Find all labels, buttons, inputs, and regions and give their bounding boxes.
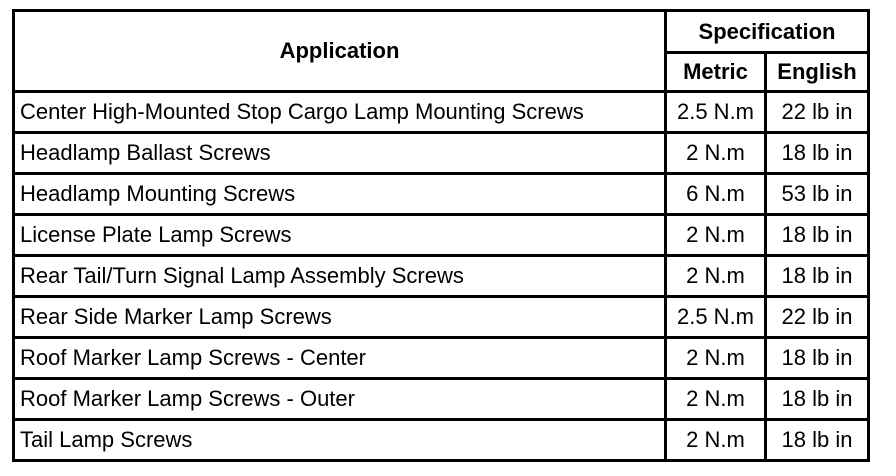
- application-cell: Roof Marker Lamp Screws - Center: [14, 338, 666, 379]
- application-cell: Headlamp Mounting Screws: [14, 174, 666, 215]
- application-cell: License Plate Lamp Screws: [14, 215, 666, 256]
- metric-cell: 2.5 N.m: [666, 92, 766, 133]
- table-row: [14, 420, 869, 461]
- application-cell: Headlamp Ballast Screws: [14, 133, 666, 174]
- metric-cell: 2 N.m: [666, 379, 766, 420]
- metric-cell: 2 N.m: [666, 215, 766, 256]
- table-row: [14, 379, 869, 420]
- english-cell: 18 lb in: [766, 420, 869, 461]
- english-cell: 22 lb in: [766, 92, 869, 133]
- application-cell: Roof Marker Lamp Screws - Outer: [14, 379, 666, 420]
- table-row: [14, 338, 869, 379]
- table-header: [14, 11, 869, 92]
- english-cell: 18 lb in: [766, 215, 869, 256]
- header-english: English: [766, 53, 869, 92]
- metric-cell: 2 N.m: [666, 338, 766, 379]
- table-row: [14, 174, 869, 215]
- application-cell: Rear Side Marker Lamp Screws: [14, 297, 666, 338]
- english-cell: 18 lb in: [766, 379, 869, 420]
- header-application: Application: [14, 11, 666, 92]
- english-cell: 22 lb in: [766, 297, 869, 338]
- metric-cell: 2 N.m: [666, 420, 766, 461]
- metric-cell: 6 N.m: [666, 174, 766, 215]
- header-specification: Specification: [666, 11, 869, 53]
- application-cell: Rear Tail/Turn Signal Lamp Assembly Screws: [14, 256, 666, 297]
- header-row-top: [14, 11, 869, 53]
- metric-cell: 2.5 N.m: [666, 297, 766, 338]
- english-cell: 53 lb in: [766, 174, 869, 215]
- table-row: [14, 256, 869, 297]
- application-cell: Center High-Mounted Stop Cargo Lamp Mounting Screws: [14, 92, 666, 133]
- english-cell: 18 lb in: [766, 133, 869, 174]
- fastener-spec-table: [12, 9, 870, 462]
- table-body: [14, 92, 869, 461]
- header-metric: Metric: [666, 53, 766, 92]
- table-row: [14, 215, 869, 256]
- english-cell: 18 lb in: [766, 256, 869, 297]
- table-row: [14, 92, 869, 133]
- table-row: [14, 133, 869, 174]
- table-row: [14, 297, 869, 338]
- application-cell: Tail Lamp Screws: [14, 420, 666, 461]
- english-cell: 18 lb in: [766, 338, 869, 379]
- metric-cell: 2 N.m: [666, 133, 766, 174]
- metric-cell: 2 N.m: [666, 256, 766, 297]
